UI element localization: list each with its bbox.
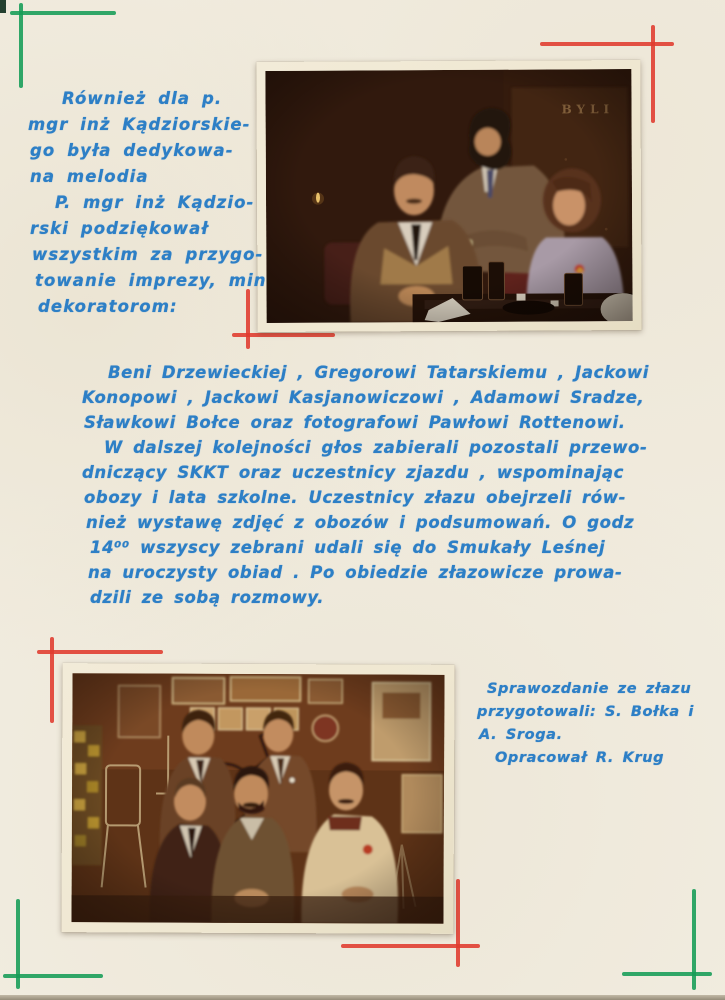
handwriting-line: Opracował R. Krug <box>495 750 665 766</box>
handwriting-line: dekoratorom: <box>38 297 178 316</box>
handwriting-line: rski podziękował <box>30 219 209 238</box>
corner-mark-green-top-left-h <box>10 11 116 15</box>
handwriting-line: na uroczysty obiad . Po obiedzie złazowicze prowa- <box>88 563 623 582</box>
corner-mark-green-top-left-v <box>19 3 23 88</box>
cross-mark-red-lower-left-v <box>50 637 54 723</box>
scan-edge-bottom <box>0 995 725 1000</box>
photo-bottom <box>61 663 454 934</box>
corner-mark-green-bottom-left-v <box>16 899 20 989</box>
cross-mark-red-lower-right-v <box>456 879 460 967</box>
handwriting-line: Również dla p. <box>62 89 223 108</box>
handwriting-line: na melodia <box>30 167 149 186</box>
handwriting-line: 14⁰⁰ wszyscy zebrani udali się do Smukały Leśnej <box>90 538 606 557</box>
handwriting-line: go była dedykowa- <box>30 141 234 160</box>
corner-mark-green-bottom-right-v <box>692 889 696 990</box>
handwriting-line: przygotowali: S. Bołka i <box>477 704 694 720</box>
handwriting-line: Konopowi , Jackowi Kasjanowiczowi , Adamowi Sradze, <box>82 388 645 407</box>
photo-vignette <box>71 673 444 924</box>
handwriting-line: A. Sroga. <box>479 727 563 743</box>
handwriting-line: mgr inż Kądziorskie- <box>28 115 251 134</box>
handwritten-paragraph-top-left <box>28 86 267 320</box>
handwritten-paragraph-bottom-right <box>477 678 694 770</box>
cross-mark-red-lower-left-h <box>37 650 163 654</box>
handwriting-line: towanie imprezy, min <box>35 271 267 290</box>
photo-top-scene <box>265 69 632 323</box>
handwriting-line: Beni Drzewieckiej , Gregorowi Tatarskiemu , Jackowi <box>108 363 649 382</box>
handwriting-line: nież wystawę zdjęć z obozów i podsumowań. O godz <box>86 513 635 532</box>
corner-mark-green-bottom-right-h <box>622 972 712 976</box>
handwriting-line: Sławkowi Bołce oraz fotografowi Pawłowi Rottenowi. <box>84 413 626 432</box>
handwriting-line: obozy i lata szkolne. Uczestnicy złazu obejrzeli rów- <box>84 488 627 507</box>
handwriting-line: W dalszej kolejności głos zabierali pozostali przewo- <box>104 438 648 457</box>
photo-bottom-scene <box>71 673 444 924</box>
cross-mark-red-top-right-v <box>651 25 655 123</box>
handwriting-line: Sprawozdanie ze złazu <box>487 681 692 697</box>
handwriting-line: P. mgr inż Kądzio- <box>55 193 255 212</box>
photo-top <box>256 60 641 332</box>
handwriting-line: wszystkim za przygo- <box>32 245 264 264</box>
handwriting-line: dniczący SKKT oraz uczestnicy zjazdu , wspominając <box>82 463 624 482</box>
handwritten-paragraph-middle <box>82 360 649 610</box>
handwriting-line: dzili ze sobą rozmowy. <box>90 588 325 607</box>
scan-edge-artifact <box>0 0 6 13</box>
photo-vignette <box>265 69 632 323</box>
